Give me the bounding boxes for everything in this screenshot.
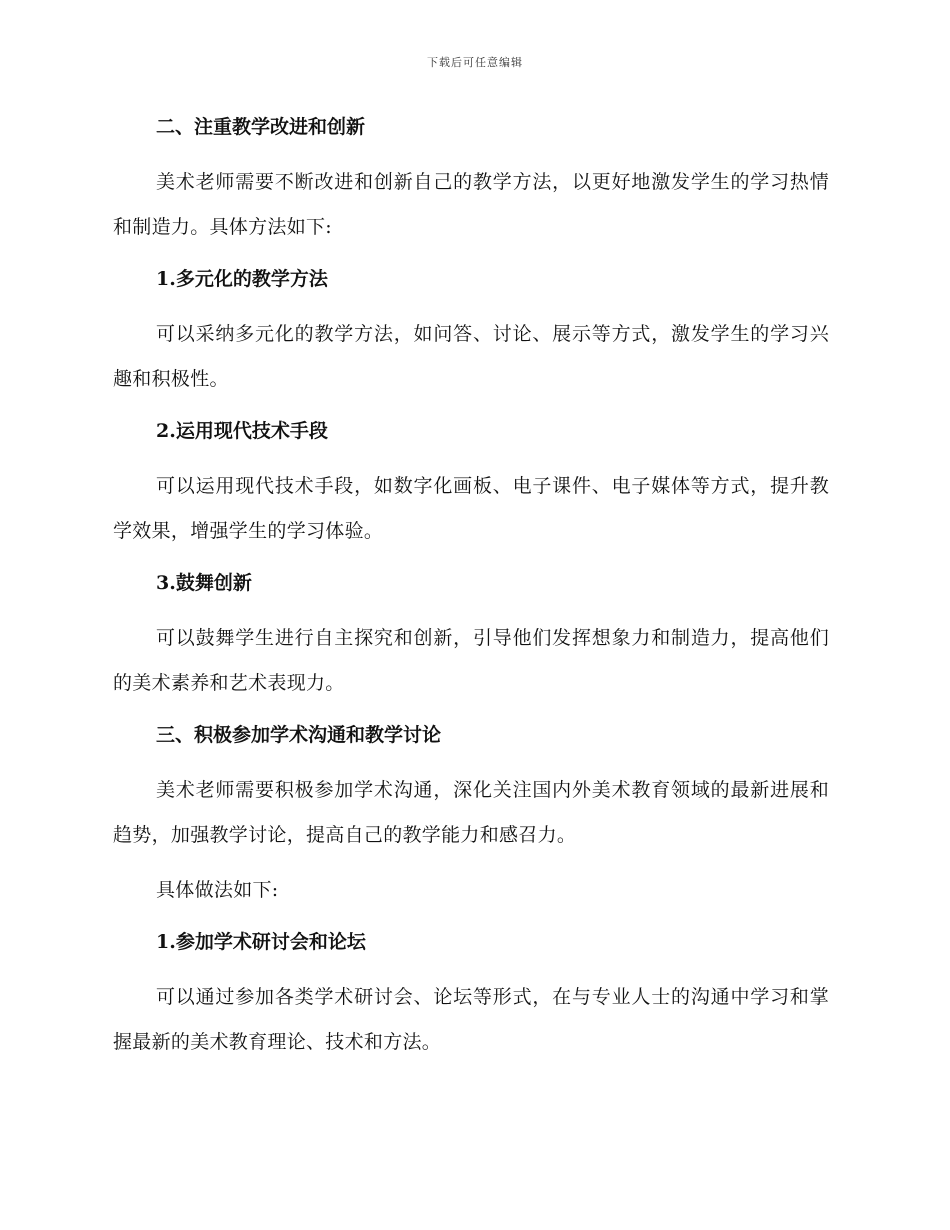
- paragraph: 可以运用现代技术手段，如数字化画板、电子课件、电子媒体等方式，提升教学效果，增强学生的学习体验。: [113, 475, 829, 542]
- paragraph: 可以鼓舞学生进行自主探究和创新，引导他们发挥想象力和制造力，提高他们的美术素养和艺术表现力。: [113, 627, 829, 694]
- page-header: 下载后可任意编辑: [427, 56, 523, 69]
- paragraph: 美术老师需要不断改进和创新自己的教学方法，以更好地激发学生的学习热情和制造力。具体方法如下:: [113, 171, 829, 238]
- document-body: [113, 108, 829, 1065]
- subheading-2: 2.运用现代技术手段: [156, 420, 328, 442]
- subheading-1: 1.多元化的教学方法: [156, 268, 328, 290]
- paragraph: 具体做法如下:: [156, 879, 279, 901]
- subheading-3: 3.鼓舞创新: [156, 572, 252, 594]
- paragraph: 美术老师需要积极参加学术沟通，深化关注国内外美术教育领域的最新进展和趋势，加强教学讨论，提高自己的教学能力和感召力。: [113, 779, 829, 846]
- section-heading-2: 二、注重教学改进和创新: [156, 116, 366, 138]
- subheading-1b: 1.参加学术研讨会和论坛: [156, 931, 366, 953]
- paragraph: 可以采纳多元化的教学方法，如问答、讨论、展示等方式，激发学生的学习兴趣和积极性。: [113, 323, 829, 390]
- section-heading-3: 三、积极参加学术沟通和教学讨论: [156, 724, 442, 746]
- paragraph: 可以通过参加各类学术研讨会、论坛等形式，在与专业人士的沟通中学习和掌握最新的美术教育理论、技术和方法。: [113, 986, 829, 1053]
